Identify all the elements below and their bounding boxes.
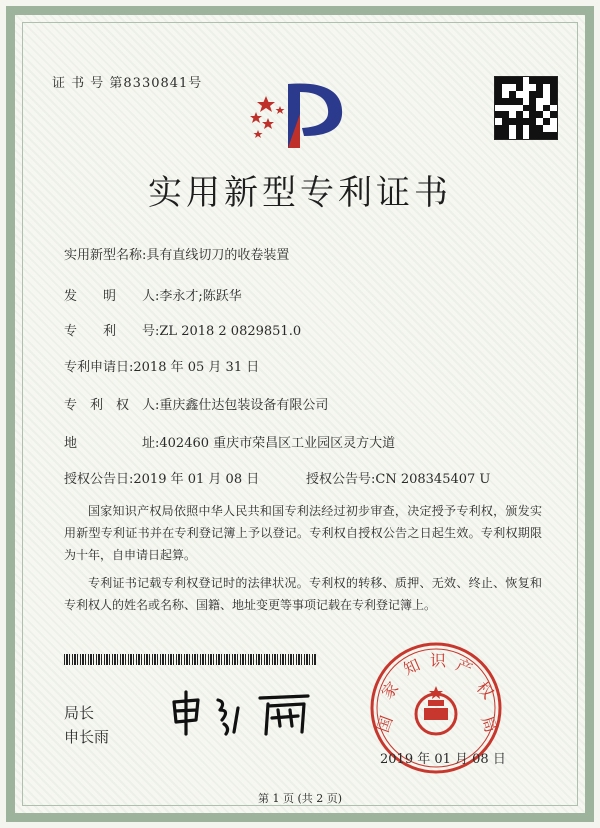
director-title: 局长 — [64, 704, 95, 722]
qr-module — [516, 98, 523, 105]
address-row — [64, 432, 395, 451]
svg-text:产: 产 — [453, 655, 476, 679]
qr-module — [550, 84, 557, 91]
qr-module — [502, 98, 509, 105]
qr-module — [523, 105, 530, 112]
qr-module — [509, 111, 516, 118]
qr-module — [502, 118, 509, 125]
qr-module — [529, 91, 536, 98]
inventor-row — [64, 285, 242, 304]
seal-date: 2019 年 01 月 08 日 — [380, 752, 506, 767]
qr-module — [536, 111, 543, 118]
handwritten-signature — [168, 688, 318, 738]
utility-model-name-label: 实用新型名称: — [64, 248, 147, 263]
qr-module — [509, 105, 516, 112]
qr-module — [502, 132, 509, 139]
qr-module — [550, 111, 557, 118]
qr-module — [495, 111, 502, 118]
qr-module — [529, 105, 536, 112]
qr-module — [550, 118, 557, 125]
grant-number-label: 授权公告号: — [306, 472, 376, 487]
qr-module — [495, 125, 502, 132]
qr-module — [550, 77, 557, 84]
qr-module — [543, 77, 550, 84]
inventor-label: 发 明 人: — [64, 289, 160, 304]
qr-module — [536, 118, 543, 125]
grant-date-row — [64, 468, 259, 487]
qr-module — [502, 105, 509, 112]
qr-module — [523, 111, 530, 118]
certificate-number: 证 书 号 第8330841号 — [52, 76, 203, 91]
qr-module — [509, 118, 516, 125]
body-paragraph-2: 专利证书记载专利权登记时的法律状况。专利权的转移、质押、无效、终止、恢复和专利权人的姓名或名称、国籍、地址变更等事项记载在专利登记簿上。 — [64, 576, 542, 612]
qr-module — [543, 98, 550, 105]
qr-module — [495, 77, 502, 84]
qr-module — [543, 111, 550, 118]
qr-module — [529, 118, 536, 125]
qr-module — [536, 98, 543, 105]
qr-module — [536, 84, 543, 91]
grant-date-value: 2019 年 01 月 08 日 — [133, 472, 260, 487]
qr-module — [502, 111, 509, 118]
utility-model-name-row — [64, 244, 289, 263]
grant-number-row — [306, 468, 490, 487]
qr-module — [502, 84, 509, 91]
qr-module — [495, 91, 502, 98]
qr-module — [536, 105, 543, 112]
svg-text:局: 局 — [477, 713, 501, 735]
qr-module — [543, 118, 550, 125]
qr-module — [516, 111, 523, 118]
qr-module — [536, 125, 543, 132]
qr-module — [495, 84, 502, 91]
qr-module — [550, 132, 557, 139]
patent-office-logo — [244, 74, 354, 154]
director-name: 申长雨 — [64, 728, 110, 746]
qr-module — [509, 77, 516, 84]
qr-module — [509, 91, 516, 98]
qr-module — [523, 91, 530, 98]
certificate-body — [64, 500, 542, 622]
qr-module — [523, 77, 530, 84]
qr-module — [495, 118, 502, 125]
qr-module — [529, 77, 536, 84]
qr-module — [509, 84, 516, 91]
qr-module — [550, 125, 557, 132]
qr-module — [516, 132, 523, 139]
address-label: 地 址: — [64, 436, 160, 451]
qr-module — [523, 125, 530, 132]
patentee-label: 专 利 权 人: — [64, 398, 160, 413]
svg-text:权: 权 — [472, 678, 498, 703]
qr-module — [536, 91, 543, 98]
inventor-value: 李永才;陈跃华 — [159, 289, 242, 304]
address-value: 402460 重庆市荣昌区工业园区灵方大道 — [159, 436, 396, 451]
qr-module — [543, 125, 550, 132]
qr-module — [523, 98, 530, 105]
qr-module — [543, 105, 550, 112]
qr-module — [523, 132, 530, 139]
qr-module — [529, 111, 536, 118]
patentee-row — [64, 394, 328, 413]
qr-module — [543, 84, 550, 91]
qr-module — [502, 91, 509, 98]
svg-text:家: 家 — [377, 678, 403, 703]
body-paragraph-1: 国家知识产权局依照中华人民共和国专利法经过初步审查，决定授予专利权，颁发实用新型专利证书并在专利登记簿上予以登记。专利权自授权公告之日起生效。专利权期限为十年，自申请日起算。 — [64, 504, 542, 562]
qr-module — [516, 125, 523, 132]
qr-module — [543, 91, 550, 98]
qr-module — [509, 98, 516, 105]
qr-code — [494, 76, 558, 140]
svg-text:国: 国 — [373, 713, 397, 735]
qr-module — [550, 91, 557, 98]
qr-module — [536, 77, 543, 84]
filing-date-value: 2018 年 05 月 31 日 — [133, 360, 260, 375]
patent-number-row — [64, 320, 301, 339]
qr-module — [495, 105, 502, 112]
qr-module — [529, 98, 536, 105]
filing-date-label: 专利申请日: — [64, 360, 134, 375]
grant-number-value: CN 208345407 U — [375, 472, 491, 487]
qr-module — [495, 98, 502, 105]
patent-number-value: ZL 2018 2 0829851.0 — [159, 324, 302, 339]
qr-module — [536, 132, 543, 139]
svg-text:知: 知 — [400, 655, 423, 679]
qr-module — [550, 98, 557, 105]
qr-module — [550, 105, 557, 112]
certificate-title: 实用新型专利证书 — [148, 173, 452, 213]
grant-date-label: 授权公告日: — [64, 472, 134, 487]
qr-module — [516, 105, 523, 112]
svg-text:识: 识 — [429, 651, 447, 670]
page-indicator: 第 1 页 (共 2 页) — [257, 792, 343, 805]
utility-model-name-value: 具有直线切刀的收卷装置 — [146, 248, 290, 263]
barcode — [64, 654, 316, 665]
qr-module — [516, 91, 523, 98]
qr-module — [516, 77, 523, 84]
qr-module — [523, 84, 530, 91]
patent-number-label: 专 利 号: — [64, 324, 160, 339]
qr-module — [543, 132, 550, 139]
qr-module — [529, 125, 536, 132]
qr-module — [502, 125, 509, 132]
qr-module — [495, 132, 502, 139]
qr-module — [516, 118, 523, 125]
filing-date-row — [64, 356, 259, 375]
patentee-value: 重庆鑫仕达包装设备有限公司 — [159, 398, 329, 413]
qr-module — [509, 125, 516, 132]
qr-module — [523, 118, 530, 125]
qr-module — [529, 84, 536, 91]
qr-module — [516, 84, 523, 91]
qr-module — [529, 132, 536, 139]
qr-module — [502, 77, 509, 84]
qr-module — [509, 132, 516, 139]
